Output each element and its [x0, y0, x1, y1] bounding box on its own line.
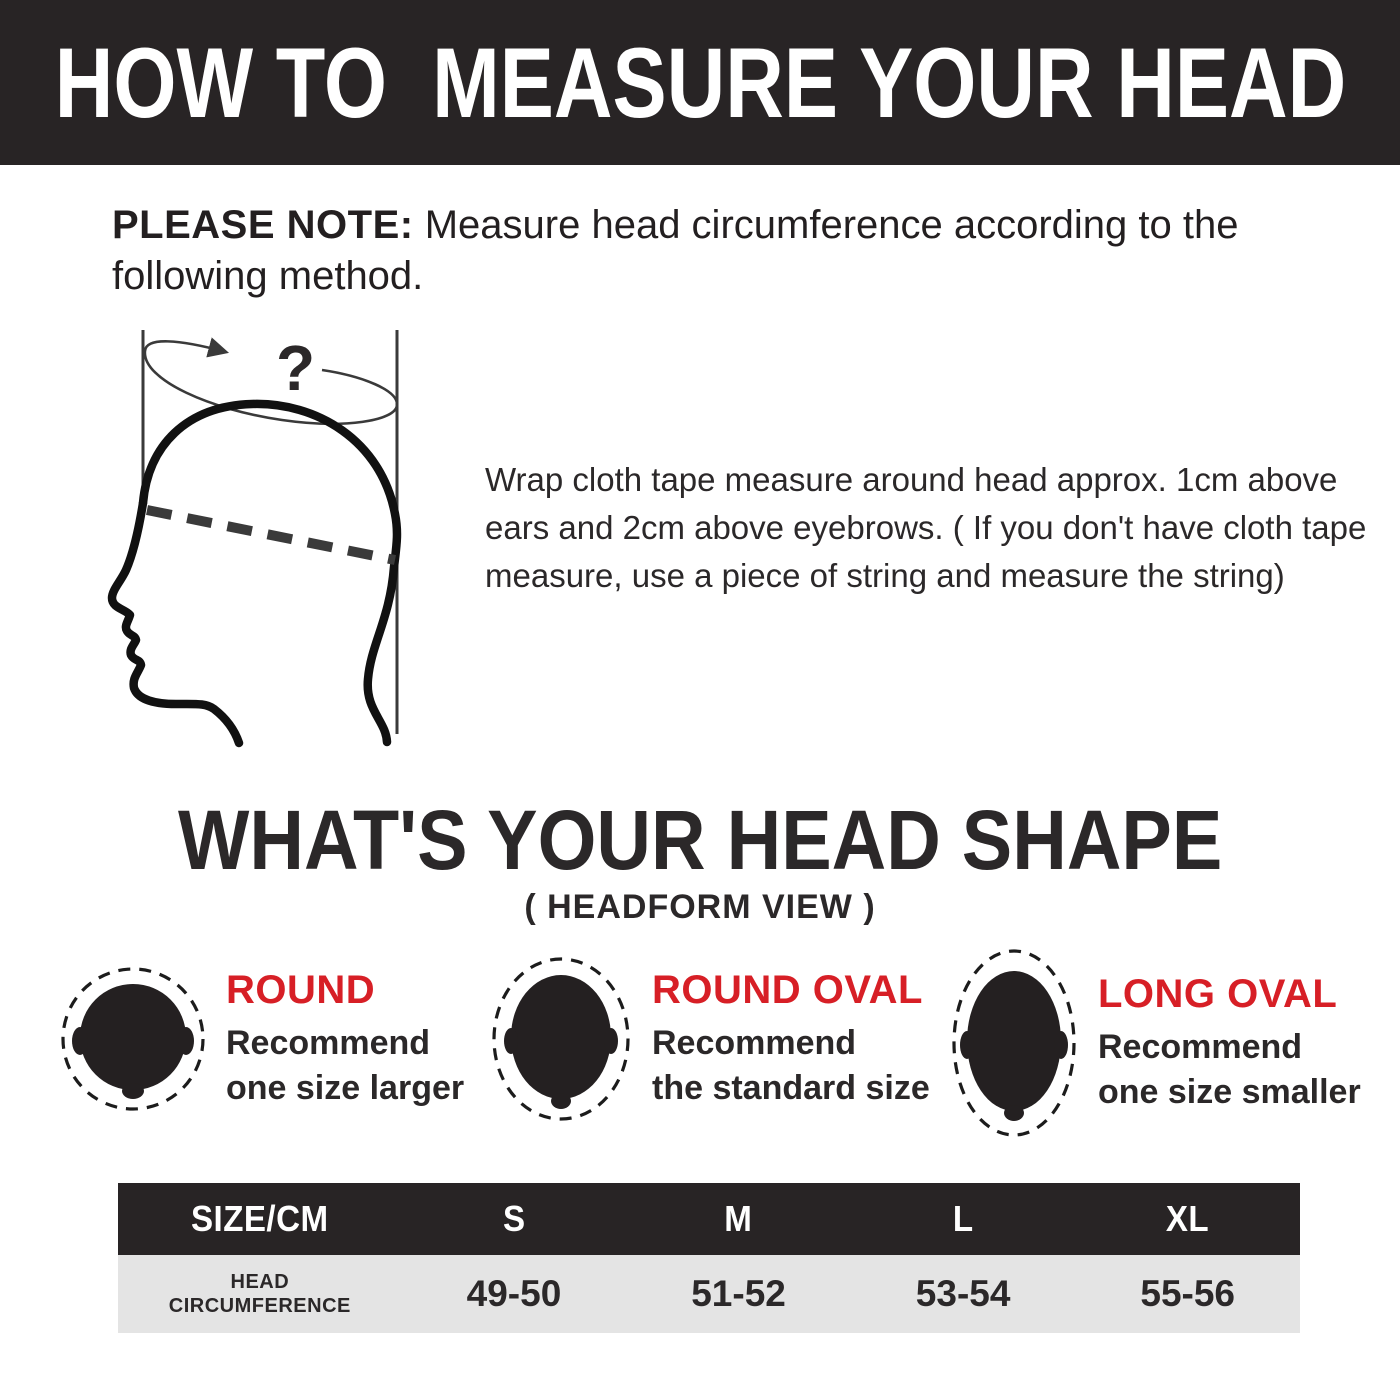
- size-table: [118, 1183, 1300, 1333]
- shape-recommend-line1: Recommend: [1098, 1028, 1303, 1067]
- shape-block-long-oval: [948, 945, 1361, 1141]
- measure-instructions: Wrap cloth tape measure around head approx. 1cm above ears and 2cm above eyebrows. ( If you don't have cloth tape measure, use a piece of string and measure the string): [485, 461, 1367, 594]
- size-table-header-l: L: [952, 1198, 974, 1239]
- shape-name-round-oval: ROUND OVAL: [652, 968, 923, 1013]
- long-oval-headform-icon: [948, 945, 1080, 1141]
- shape-block-round: [58, 963, 464, 1115]
- title-bar: [0, 0, 1400, 165]
- shape-name-round: ROUND: [226, 968, 376, 1013]
- measuring-loop-arrow-icon: [145, 341, 397, 423]
- size-table-data-row: [118, 1255, 1300, 1333]
- shape-recommend-line1: Recommend: [652, 1024, 857, 1063]
- face-profile-outline: [112, 503, 239, 743]
- size-value-s: 49-50: [466, 1273, 562, 1314]
- head-profile-icon: [100, 318, 460, 780]
- question-mark: ?: [276, 332, 316, 404]
- head-measure-diagram: [100, 318, 460, 780]
- please-note: [112, 200, 1362, 302]
- shape-text-round: [226, 967, 464, 1111]
- size-table-header-s: S: [502, 1198, 526, 1239]
- shape-recommend-line1: Recommend: [226, 1024, 431, 1063]
- size-value-m: 51-52: [691, 1273, 786, 1314]
- head-shape-row: [0, 945, 1400, 1155]
- size-table-header-xl: XL: [1166, 1198, 1210, 1239]
- shape-recommend-line2: one size larger: [226, 1069, 465, 1107]
- head-shape-subtitle: ( HEADFORM VIEW ): [524, 888, 876, 926]
- shape-text-round-oval: [652, 967, 930, 1111]
- shape-name-long-oval: LONG OVAL: [1098, 972, 1338, 1017]
- head-shape-title: WHAT'S YOUR HEAD SHAPE: [177, 793, 1223, 887]
- shape-text-long-oval: [1098, 971, 1361, 1115]
- skull-outline: [143, 404, 397, 742]
- size-table-header-m: M: [724, 1198, 753, 1239]
- head-circumference-label: HEAD CIRCUMFERENCE: [168, 1271, 351, 1317]
- please-note-label: PLEASE NOTE:: [112, 203, 414, 247]
- shape-recommend-line2: one size smaller: [1098, 1073, 1361, 1111]
- size-value-xl: 55-56: [1140, 1273, 1236, 1314]
- measure-dashed-line: [147, 510, 395, 560]
- size-value-l: 53-54: [915, 1273, 1011, 1314]
- size-table-header-row: [118, 1183, 1300, 1255]
- round-headform-icon: [58, 963, 208, 1115]
- shape-block-round-oval: [488, 953, 930, 1125]
- size-table-header-sizecm: SIZE/CM: [191, 1198, 329, 1239]
- round-oval-headform-icon: [488, 953, 634, 1125]
- shape-recommend-line2: the standard size: [652, 1069, 930, 1107]
- page-title: HOW TO MEASURE YOUR HEAD: [54, 27, 1346, 138]
- please-note-text: Measure head circumference according to the following method.: [112, 203, 1239, 299]
